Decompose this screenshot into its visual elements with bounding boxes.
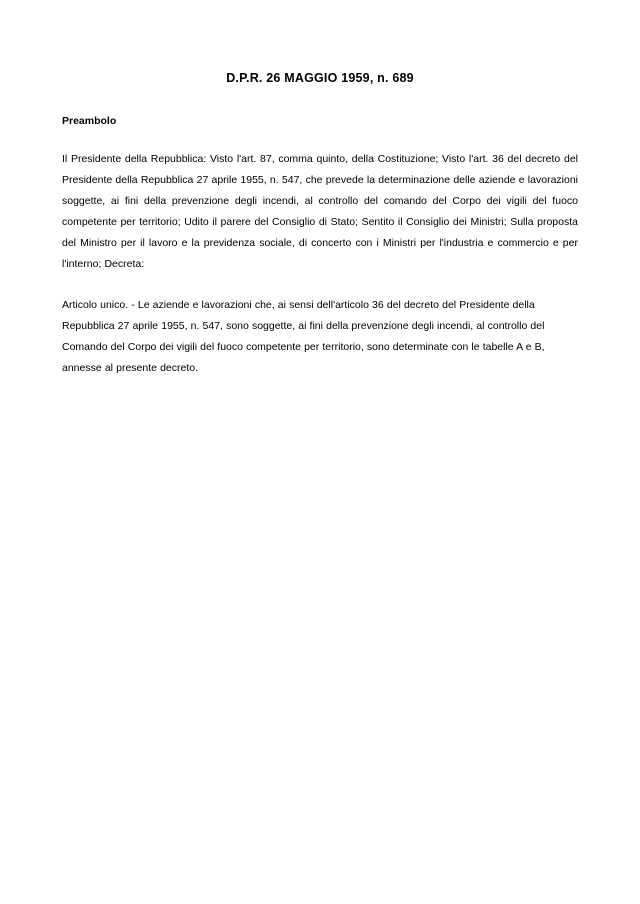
- paragraph-articolo-unico: Articolo unico. - Le aziende e lavorazioni che, ai sensi dell'articolo 36 del decreto del Presidente della Repubblica 27 aprile 1955, n. 547, sono soggette, ai fini della prevenzione degli incendi, al controllo del Comando del Corpo dei vigili del fuoco competente per territorio, sono determinate con le tabelle A e B, annesse al presente decreto.: [62, 299, 545, 375]
- paragraph-preamble: Il Presidente della Repubblica: Visto l'art. 87, comma quinto, della Costituzione; Visto l'art. 36 del decreto del Presidente della Repubblica 27 aprile 1955, n. 547, che prevede la determinazione delle aziende e lavorazioni soggette, ai fini della prevenzione degli incendi, al controllo del comando del Corpo dei vigili del fuoco competente per territorio; Udito il parere del Consiglio di Stato; Sentito il Consiglio dei Ministri; Sulla proposta del Ministro per il lavoro e la previdenza sociale, di concerto con i Ministri per l'industria e commercio e per l'interno; Decreta:: [62, 153, 578, 271]
- document-title: D.P.R. 26 MAGGIO 1959, n. 689: [226, 71, 414, 85]
- section-heading-preambolo: Preambolo: [62, 114, 117, 127]
